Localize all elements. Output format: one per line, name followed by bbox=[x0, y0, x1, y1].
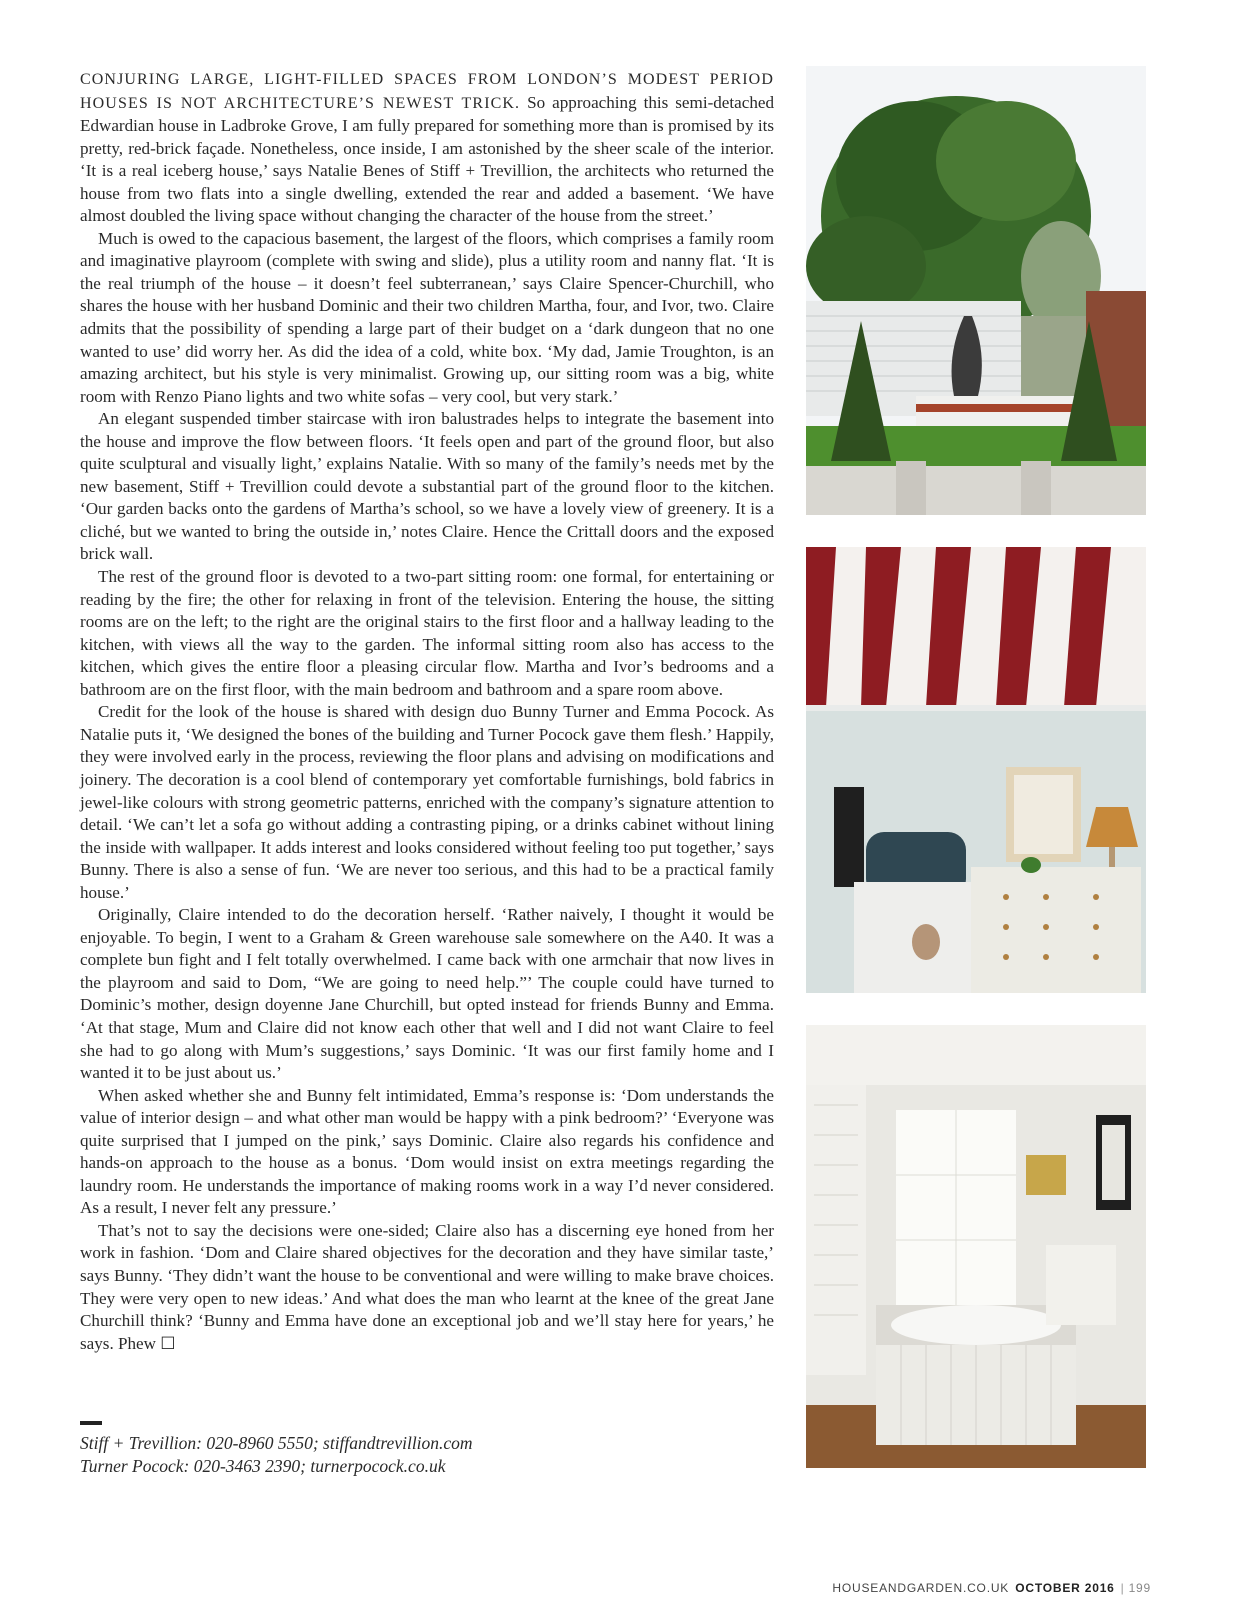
paragraph: When asked whether she and Bunny felt intimidated, Emma’s response is: ‘Dom understands the value of interior design – and what other man would be happy with a pink bedroom?’ ‘Everyone was quite surprised that I jumped on the pink,’ says Dominic. Claire also regards his confidence and hands-on approach to the house as a bonus. ‘Dom would insist on extra meetings regarding the laundry room. He understands the importance of making rooms work in a way I’d never considered. As a result, I never felt any pressure.’ bbox=[80, 1085, 774, 1218]
credits bbox=[80, 1432, 774, 1478]
paragraph-text: So approaching this semi-detached Edwardian house in Ladbroke Grove, I am fully prepared for something more than is promised by its pretty, red-brick façade. Nonetheless, once inside, I am astonished by the sheer scale of the interior. ‘It is a real iceberg house,’ says Natalie Benes of Stiff + Trevillion, the architects who returned the house from two flats into a single dwelling, extended the rear and added a basement. ‘We have almost doubled the living space without changing the character of the house from the street.’ bbox=[80, 92, 774, 226]
site-url: HOUSEANDGARDEN.CO.UK bbox=[832, 1581, 1010, 1595]
paragraph: That’s not to say the decisions were one-sided; Claire also has a discerning eye honed from her work in fashion. ‘Dom and Claire shared objectives for the decoration and they have similar taste,’ says Bunny. ‘They didn’t want the house to be conventional and were willing to make brave choices. They were very open to new ideas.’ And what does the man who learnt at the knee of the great Jane Churchill think? ‘Bunny and Emma have done an exceptional job and we’ll stay here for years,’ he says. Phew ☐ bbox=[80, 1220, 774, 1353]
lead-in: CONJURING LARGE, LIGHT-FILLED SPACES FROM LONDON’S MODEST PERIOD HOUSES IS NOT ARCHITECTURE’S NEWEST TRICK. bbox=[80, 71, 774, 112]
paragraph: An elegant suspended timber staircase with iron balustrades helps to integrate the basement into the house and improve the flow between floors. ‘It feels open and part of the ground floor, but also quite sculptural and visually light,’ explains Natalie. With so many of the family’s needs met by the new basement, Stiff + Trevillion could devote a substantial part of the ground floor to the kitchen. ‘Our garden backs onto the gardens of Martha’s school, so we have a lovely view of greenery. It is a cliché, but we wanted to bring the outside in,’ notes Claire. Hence the Crittall doors and the exposed brick wall. bbox=[80, 409, 774, 564]
bathroom-illustration bbox=[806, 1025, 1146, 1468]
bathroom-photo bbox=[806, 1025, 1146, 1468]
credit-designer: Turner Pocock: 020-3463 2390; turnerpocock.co.uk bbox=[80, 1456, 446, 1476]
paragraph: The rest of the ground floor is devoted to a two-part sitting room: one formal, for entertaining or reading by the fire; the other for relaxing in front of the television. Entering the house, the sitting rooms are on the left; to the right are the original stairs to the first floor and a hallway leading to the kitchen, with views all the way to the garden. The informal sitting room also has access to the kitchen, which gives the entire floor a pleasing circular flow. Martha and Ivor’s bedrooms and a bathroom are on the first floor, with the main bedroom and bathroom and a spare room above. bbox=[80, 567, 774, 699]
credit-architect: Stiff + Trevillion: 020-8960 5550; stiffandtrevillion.com bbox=[80, 1433, 473, 1453]
page-number: 199 bbox=[1128, 1581, 1151, 1595]
issue-date: OCTOBER 2016 bbox=[1015, 1581, 1115, 1595]
garden-illustration bbox=[806, 66, 1146, 515]
bedroom-photo bbox=[806, 547, 1146, 993]
garden-photo bbox=[806, 66, 1146, 515]
paragraph bbox=[80, 68, 774, 228]
article-body bbox=[80, 68, 774, 1355]
paragraph: Credit for the look of the house is shared with design duo Bunny Turner and Emma Pocock. As Natalie puts it, ‘We designed the bones of the building and Turner Pocock gave them flesh.’ Happily, they were involved early in the process, reviewing the floor plans and advising on modifications and joinery. The decoration is a cool blend of contemporary yet comfortable furnishings, bold fabrics in jewel-like colours with strong geometric patterns, enriched with the company’s signature attention to detail. ‘We can’t let a sofa go without adding a contrasting piping, or a drinks cabinet without lining the inside with wallpaper. It adds interest and looks considered without feeling too put together,’ says Bunny. There is also a sense of fun. ‘We are never too serious, and this had to be a practical family house.’ bbox=[80, 702, 774, 902]
paragraph: Much is owed to the capacious basement, the largest of the floors, which comprises a family room and imaginative playroom (complete with swing and slide), plus a utility room and nanny flat. ‘It is the real triumph of the house – it doesn’t feel subterranean,’ says Claire Spencer-Churchill, who shares the house with her husband Dominic and their two children Martha, four, and Ivor, two. Claire admits that the possibility of spending a large part of their budget on a ‘dark dungeon that no one wanted to use’ did worry her. As did the idea of a cold, white box. ‘My dad, Jamie Troughton, is an amazing architect, but his style is very minimalist. Growing up, our sitting room was a big, white room with Renzo Piano lights and two white sofas – very cool, but very stark.’ bbox=[80, 228, 774, 406]
footer-separator: | bbox=[1120, 1581, 1125, 1595]
bedroom-illustration bbox=[806, 547, 1146, 993]
page-footer bbox=[832, 1581, 1151, 1595]
credits-rule bbox=[80, 1421, 102, 1425]
paragraph: Originally, Claire intended to do the decoration herself. ‘Rather naively, I thought it would be enjoyable. To begin, I went to a Graham & Green warehouse sale somewhere on the A40. It was a complete bun fight and I felt totally overwhelmed. I came back with one armchair that now lives in the playroom and said to Dom, “We are going to need help.”’ The couple could have turned to Dominic’s mother, design doyenne Jane Churchill, but opted instead for friends Bunny and Emma. ‘At that stage, Mum and Claire did not know each other that well and I did not want Claire to feel she had to go along with Mum’s suggestions,’ says Dominic. ‘It was our first family home and I wanted it to be just about us.’ bbox=[80, 905, 774, 1083]
